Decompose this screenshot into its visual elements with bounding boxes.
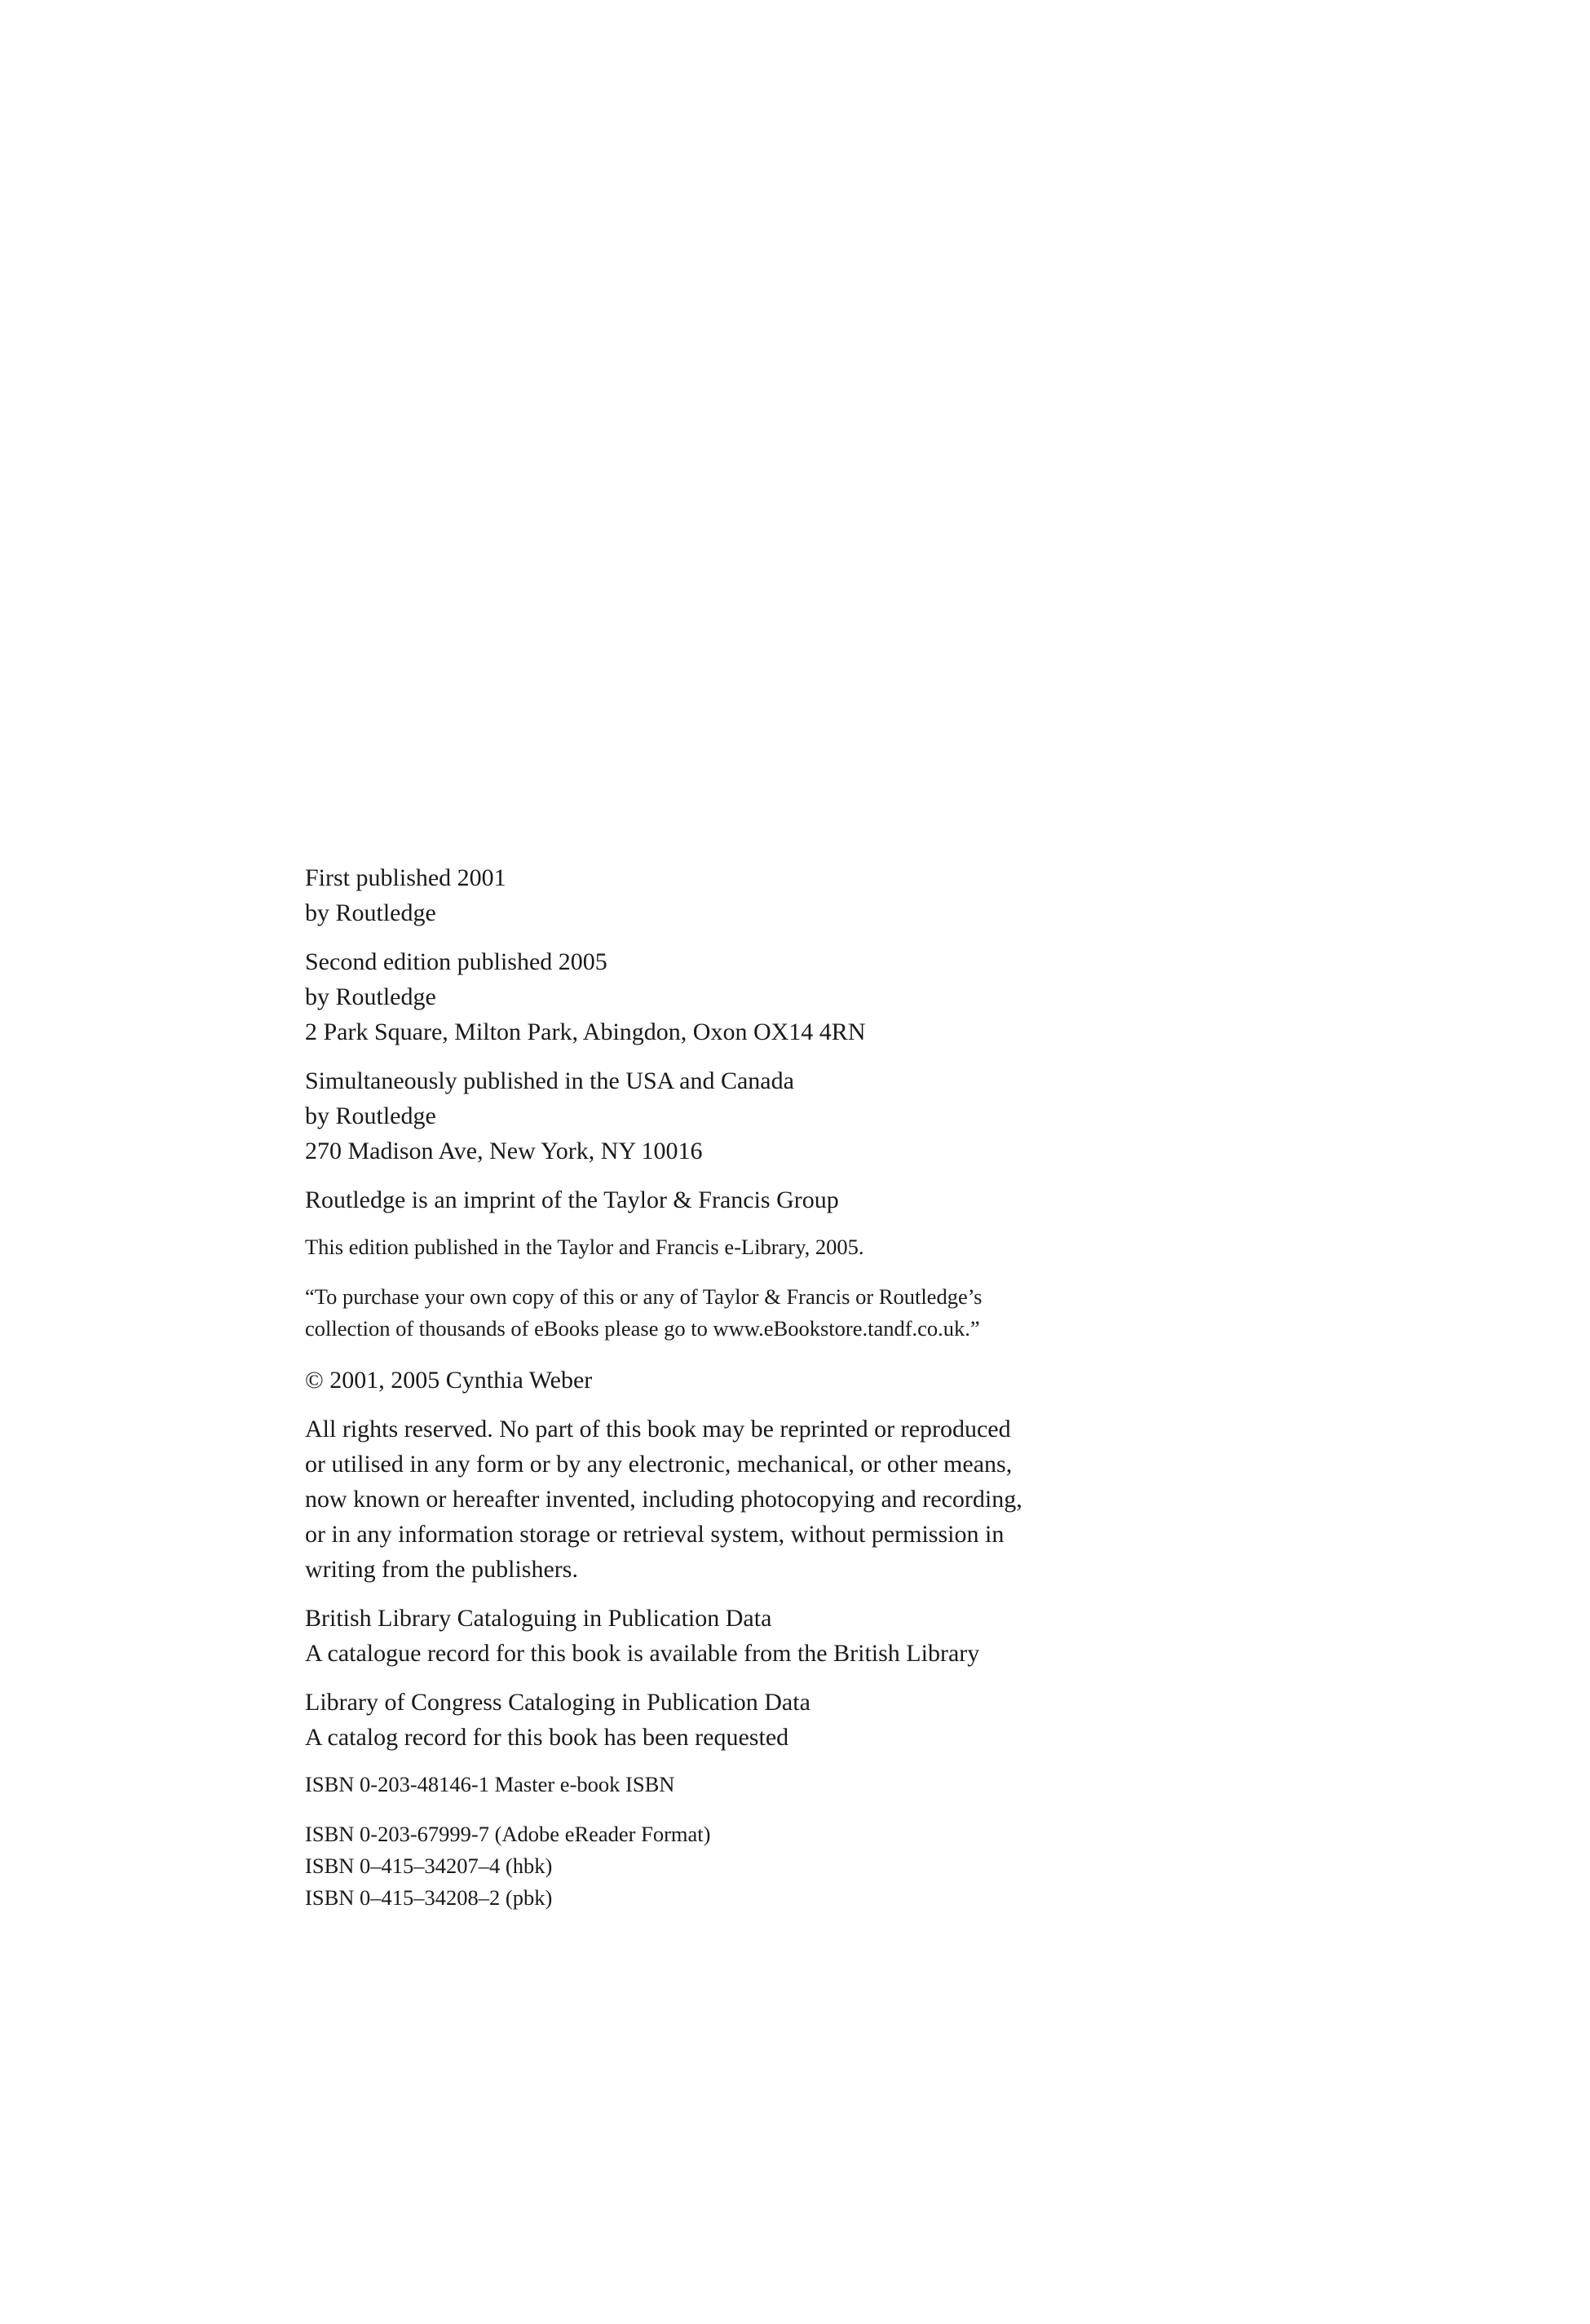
rights-line: or in any information storage or retrieval system, without permission in bbox=[305, 1521, 1005, 1548]
imprint-note bbox=[305, 1182, 1120, 1217]
publisher-address-uk: 2 Park Square, Milton Park, Abingdon, Oxon OX14 4RN bbox=[305, 1018, 866, 1045]
copyright-notice bbox=[305, 1363, 1120, 1398]
isbn-hardback: ISBN 0–415–34207–4 (hbk) bbox=[305, 1853, 553, 1878]
imprint-note-text: Routledge is an imprint of the Taylor & Francis Group bbox=[305, 1186, 839, 1213]
second-publisher-line: by Routledge bbox=[305, 983, 436, 1010]
rights-line: writing from the publishers. bbox=[305, 1556, 578, 1583]
rights-statement bbox=[305, 1412, 1120, 1587]
library-of-congress-data bbox=[305, 1685, 1120, 1755]
elibrary-note bbox=[305, 1231, 1120, 1263]
publisher-address-us: 270 Madison Ave, New York, NY 10016 bbox=[305, 1138, 703, 1164]
copyright-text: © 2001, 2005 Cynthia Weber bbox=[305, 1367, 593, 1394]
british-library-heading: British Library Cataloguing in Publication Data bbox=[305, 1605, 772, 1632]
usa-publisher-line: by Routledge bbox=[305, 1102, 436, 1129]
simultaneous-publication-line: Simultaneously published in the USA and Canada bbox=[305, 1067, 794, 1094]
loc-record: A catalog record for this book has been requested bbox=[305, 1724, 789, 1751]
master-isbn-text: ISBN 0-203-48146-1 Master e-book ISBN bbox=[305, 1772, 675, 1796]
imprint-block bbox=[305, 860, 1120, 1932]
elibrary-note-text: This edition published in the Taylor and Francis e-Library, 2005. bbox=[305, 1235, 864, 1259]
second-edition-line: Second edition published 2005 bbox=[305, 948, 607, 975]
rights-line: All rights reserved. No part of this book may be reprinted or reproduced bbox=[305, 1416, 1011, 1443]
british-library-record: A catalogue record for this book is available from the British Library bbox=[305, 1640, 980, 1667]
master-isbn bbox=[305, 1769, 1120, 1800]
purchase-note-line: “To purchase your own copy of this or any of Taylor & Francis or Routledge’s bbox=[305, 1284, 983, 1309]
isbn-adobe: ISBN 0-203-67999-7 (Adobe eReader Format) bbox=[305, 1822, 711, 1846]
first-edition-info bbox=[305, 860, 1120, 930]
first-published-line: First published 2001 bbox=[305, 864, 506, 891]
british-library-data bbox=[305, 1601, 1120, 1671]
isbn-paperback: ISBN 0–415–34208–2 (pbk) bbox=[305, 1885, 553, 1910]
usa-canada-info bbox=[305, 1063, 1120, 1169]
second-edition-info bbox=[305, 944, 1120, 1049]
rights-line: or utilised in any form or by any electronic, mechanical, or other means, bbox=[305, 1451, 1013, 1478]
purchase-note-line: collection of thousands of eBooks please go to www.eBookstore.tandf.co.uk.” bbox=[305, 1316, 980, 1341]
rights-line: now known or hereafter invented, including photocopying and recording, bbox=[305, 1486, 1022, 1513]
first-publisher-line: by Routledge bbox=[305, 899, 436, 926]
purchase-note bbox=[305, 1281, 1120, 1345]
isbn-list bbox=[305, 1818, 1120, 1914]
loc-heading: Library of Congress Cataloging in Publication Data bbox=[305, 1689, 810, 1716]
